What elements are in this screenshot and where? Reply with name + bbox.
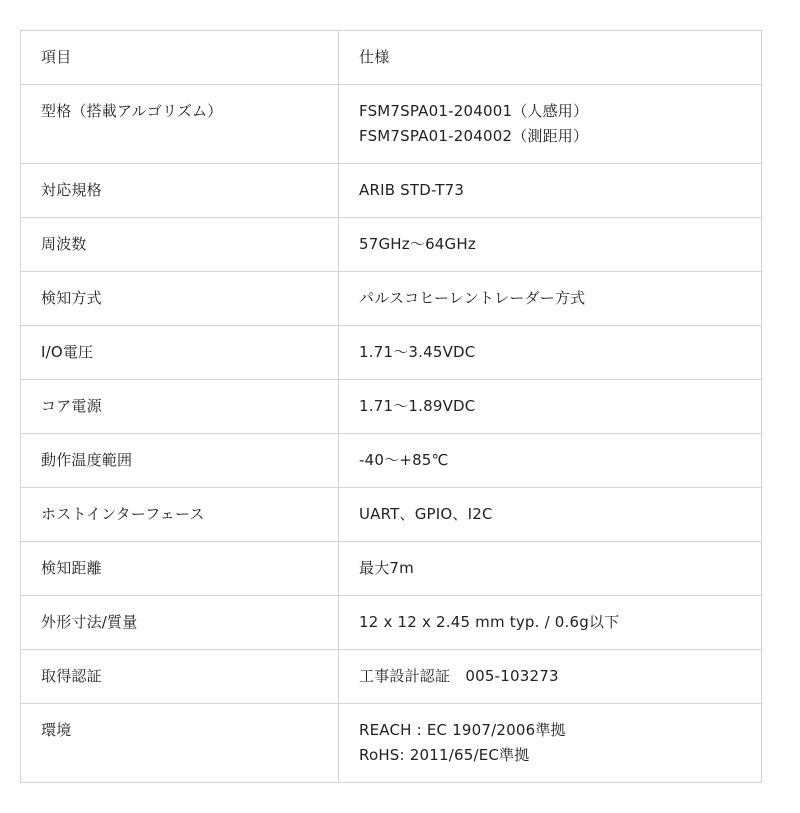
header-label-cell: 項目 — [21, 31, 339, 85]
table-row-operating-temperature — [21, 434, 762, 488]
table-row-core-power — [21, 380, 762, 434]
row-label: ホストインターフェース — [21, 488, 339, 542]
row-value: 1.71〜3.45VDC — [339, 326, 762, 380]
table-row-detection-method — [21, 272, 762, 326]
row-value: 12 x 12 x 2.45 mm typ. / 0.6g以下 — [339, 596, 762, 650]
row-label: 周波数 — [21, 218, 339, 272]
row-value: 57GHz〜64GHz — [339, 218, 762, 272]
row-label: I/O電圧 — [21, 326, 339, 380]
header-value-cell: 仕様 — [339, 31, 762, 85]
row-label: 検知方式 — [21, 272, 339, 326]
table-row-certification — [21, 650, 762, 704]
row-label: 検知距離 — [21, 542, 339, 596]
row-label: 環境 — [21, 704, 339, 783]
table-row-model — [21, 85, 762, 164]
table-header-row — [21, 31, 762, 85]
row-label: コア電源 — [21, 380, 339, 434]
spec-table — [20, 30, 762, 783]
table-row-detection-range — [21, 542, 762, 596]
table-row-standard — [21, 164, 762, 218]
row-value: 工事設計認証 005-103273 — [339, 650, 762, 704]
row-label: 外形寸法/質量 — [21, 596, 339, 650]
row-label: 取得認証 — [21, 650, 339, 704]
table-row-host-interface — [21, 488, 762, 542]
table-row-frequency — [21, 218, 762, 272]
row-value: 1.71〜1.89VDC — [339, 380, 762, 434]
row-value: UART、GPIO、I2C — [339, 488, 762, 542]
row-value-line: FSM7SPA01-204001（人感用） — [359, 102, 589, 120]
row-value — [339, 85, 762, 164]
row-value-line: FSM7SPA01-204002（測距用） — [359, 127, 589, 145]
table-row-dimensions-weight — [21, 596, 762, 650]
row-value: -40〜+85℃ — [339, 434, 762, 488]
row-value — [339, 704, 762, 783]
table-row-environment — [21, 704, 762, 783]
row-value-line: RoHS: 2011/65/EC準拠 — [359, 746, 530, 764]
row-label: 動作温度範囲 — [21, 434, 339, 488]
row-label: 型格（搭載アルゴリズム） — [21, 85, 339, 164]
row-value: パルスコヒーレントレーダー方式 — [339, 272, 762, 326]
row-label: 対応規格 — [21, 164, 339, 218]
row-value-line: REACH : EC 1907/2006準拠 — [359, 721, 566, 739]
row-value: 最大7m — [339, 542, 762, 596]
table-row-io-voltage — [21, 326, 762, 380]
row-value: ARIB STD-T73 — [339, 164, 762, 218]
